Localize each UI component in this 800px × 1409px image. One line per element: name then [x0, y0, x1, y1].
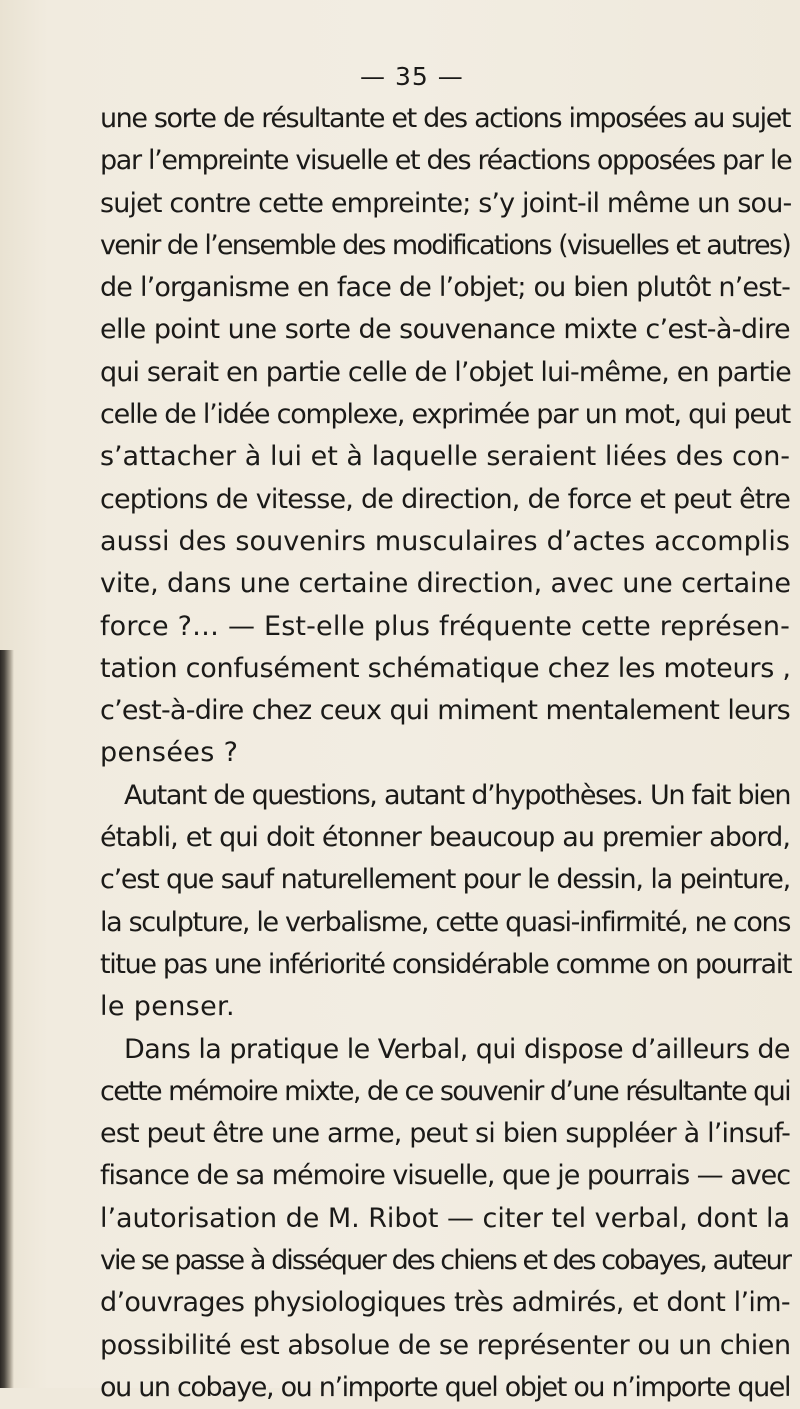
body-text	[100, 98, 790, 1409]
text-line: de l’organisme en face de l’objet; ou bien plutôt n’est-	[100, 272, 790, 304]
text-line: vite, dans une certaine direction, avec une certaine	[100, 568, 791, 600]
text-line: tation confusément schématique chez les moteurs ,	[100, 652, 791, 684]
text-line: le penser.	[100, 991, 235, 1023]
text-line: ou un cobaye, ou n’importe quel objet ou n’importe quel	[100, 1371, 790, 1403]
text-line: sujet contre cette empreinte; s’y joint-il même un sou-	[100, 187, 792, 219]
page-gutter-shadow	[0, 650, 14, 1388]
text-line: qui serait en partie celle de l’objet lui-même, en partie	[100, 356, 791, 388]
text-line: elle point une sorte de souvenance mixte c’est-à-dire	[100, 314, 790, 346]
text-line: cette mémoire mixte, de ce souvenir d’une résultante qui	[100, 1075, 790, 1107]
text-line: s’attacher à lui et à laquelle seraient liées des con-	[100, 441, 790, 473]
text-line: d’ouvrages physiologiques très admirés, et dont l’im-	[100, 1287, 790, 1319]
text-line: aussi des souvenirs musculaires d’actes accomplis	[100, 525, 790, 557]
page-number: — 35 —	[360, 62, 464, 91]
text-line: c’est que sauf naturellement pour le dessin, la peinture,	[100, 864, 790, 896]
text-line: c’est-à-dire chez ceux qui miment mentalement leurs	[100, 695, 790, 727]
text-line: l’autorisation de M. Ribot — citer tel verbal, dont la	[100, 1202, 790, 1234]
text-line: venir de l’ensemble des modifications (visuelles et autres)	[100, 229, 790, 261]
text-line: titue pas une infériorité considérable comme on pourrait	[100, 948, 792, 980]
text-line: vie se passe à disséquer des chiens et des cobayes, auteur	[100, 1245, 790, 1277]
text-line: possibilité est absolue de se représenter ou un chien	[100, 1329, 791, 1361]
text-line: ceptions de vitesse, de direction, de force et peut être	[100, 483, 790, 515]
text-line: force ?… — Est-elle plus fréquente cette représen-	[100, 610, 790, 642]
text-line: la sculpture, le verbalisme, cette quasi-infirmité, ne cons	[100, 906, 791, 938]
text-line: celle de l’idée complexe, exprimée par un mot, qui peut	[100, 399, 790, 431]
text-line: Autant de questions, autant d’hypothèses. Un fait bien	[124, 779, 790, 811]
text-line: pensées ?	[100, 737, 239, 769]
text-line: par l’empreinte visuelle et des réactions opposées par le	[100, 145, 792, 177]
text-line: Dans la pratique le Verbal, qui dispose d’ailleurs de	[124, 1033, 790, 1065]
text-line: est peut être une arme, peut si bien suppléer à l’insuf-	[100, 1118, 790, 1150]
text-line: fisance de sa mémoire visuelle, que je pourrais — avec	[100, 1160, 790, 1192]
text-line: établi, et qui doit étonner beaucoup au premier abord,	[100, 822, 790, 854]
text-line: une sorte de résultante et des actions imposées au sujet	[100, 103, 790, 134]
